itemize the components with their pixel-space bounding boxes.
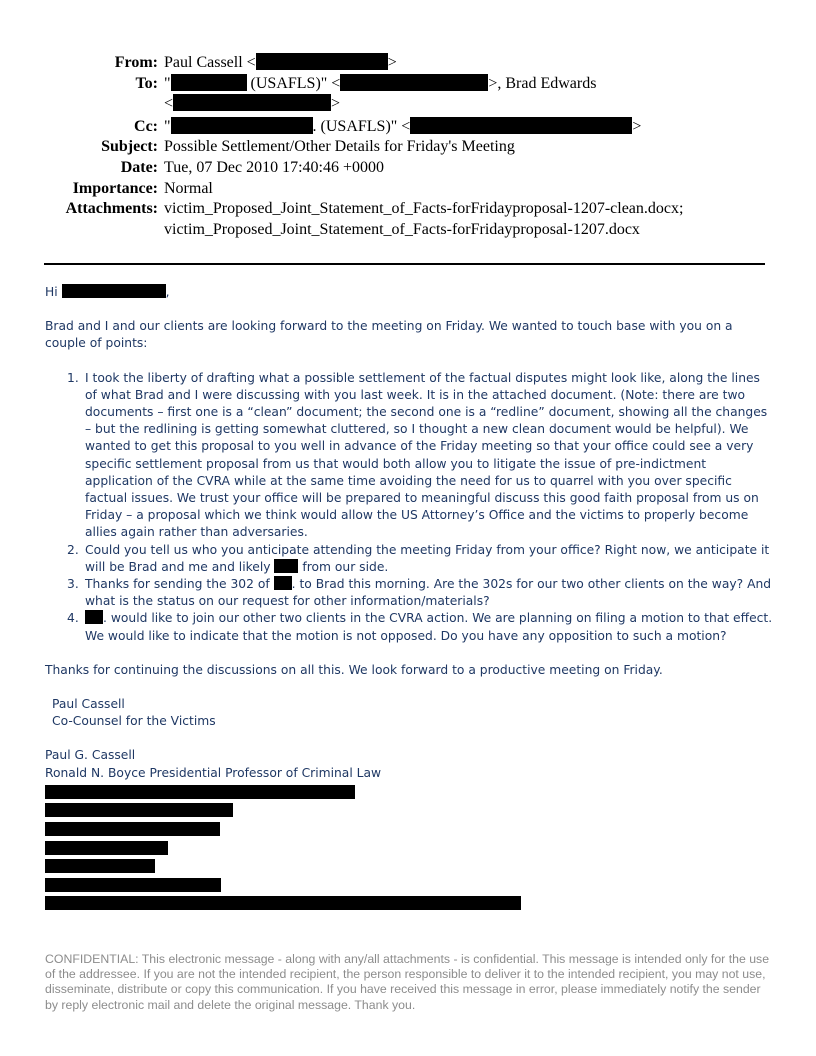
attachments-label: Attachments: — [65, 200, 158, 218]
redaction-box — [171, 74, 247, 91]
list-text: from our side. — [298, 559, 389, 574]
subject-value: Possible Settlement/Other Details for Friday's Meeting — [164, 138, 515, 156]
intro-paragraph: Brad and I and our clients are looking forward to the meeting on Friday. We wanted to touch base with you on a couple of points: — [45, 319, 733, 351]
list-text: I took the liberty of drafting what a possible settlement of the factual disputes might look like, along the lines of what Brad and I were discussing with you last week. It is in the attached document. (Note: there are two documents – first one is a “clean” document; the second one is a “redline” document, showing all the changes – but the redlining is getting somewhat cluttered, so I thought a new clean document would be helpful). We wanted to get this proposal to you well in advance of the Friday meeting so that your office could see a very specific settlement proposal from us that would both allow you to litigate the issue of pre-indictment application of the CVRA while at the same time avoiding the need for us to quarrel with you over specific factual issues. We trust your office will be prepared to meaningful discuss this good faith proposal from us on Friday – a proposal which we think would allow the US Attorney’s Office and the victims to properly become allies again rather than adversaries. — [85, 370, 768, 540]
message-body — [45, 284, 775, 915]
redaction-box — [45, 896, 521, 910]
redaction-box — [45, 822, 220, 836]
list-number: 4. — [67, 611, 79, 626]
cc-quote: " — [164, 117, 171, 135]
redaction-box — [340, 74, 488, 91]
from-end: > — [387, 54, 397, 71]
to-org: (USAFLS)" < — [246, 74, 341, 92]
importance-value: Normal — [164, 179, 213, 197]
list-text: . to Brad this morning. Are the 302s for our two other clients on the way? And what is the status on our request for other information/materials? — [85, 577, 772, 609]
signature-block — [45, 747, 775, 910]
signature-title: Ronald N. Boyce Presidential Professor of Criminal Law — [45, 765, 382, 780]
signature-role: Co-Counsel for the Victims — [52, 714, 216, 729]
cc-end: > — [632, 117, 642, 135]
signature-name: Paul Cassell — [52, 697, 125, 712]
list-number: 2. — [67, 542, 79, 557]
greeting — [45, 284, 775, 301]
list-item — [45, 610, 775, 644]
to-lt: < — [164, 95, 174, 113]
signature-short — [45, 696, 775, 730]
list-text: . would like to join our other two clients in the CVRA action. We are planning on filing a motion to that effect. We would like to indicate that the motion is not opposed. Do you have any opposition to such a motion? — [85, 611, 773, 643]
redaction-box — [410, 117, 632, 134]
points-list — [45, 370, 775, 645]
list-text: Thanks for sending the 302 of — [85, 577, 274, 592]
from-name: Paul Cassell < — [164, 54, 256, 71]
closing-paragraph: Thanks for continuing the discussions on all this. We look forward to a productive meeting on Friday. — [45, 662, 663, 677]
attachment-link[interactable]: victim_Proposed_Joint_Statement_of_Facts-forFridayproposal-1207.docx — [164, 220, 640, 238]
redaction-box — [173, 94, 331, 111]
confidentiality-notice: CONFIDENTIAL: This electronic message - along with any/all attachments - is confidential. This message is intended only for the use of the addressee. If you are not the intended recipient, the person responsible to deliver it to the intended recipient, you may not use, disseminate, distribute or copy this communication. If you have received this message in error, please immediately notify the sender by reply electronic mail and delete the original message. Thank you. — [45, 952, 770, 1012]
list-text: Could you tell us who you anticipate attending the meeting Friday from your office? Right now, we anticipate it will be Brad and me and likely — [85, 542, 770, 574]
date-label: Date: — [120, 158, 158, 176]
subject-label: Subject: — [101, 138, 158, 156]
redaction-box — [45, 841, 168, 855]
from-value — [164, 53, 397, 73]
redaction-box — [45, 878, 221, 892]
list-item — [45, 576, 775, 610]
header-divider — [44, 263, 765, 265]
list-item — [45, 542, 775, 576]
to-label: To: — [135, 74, 158, 92]
date-value: Tue, 07 Dec 2010 17:40:46 +0000 — [164, 158, 384, 176]
list-number: 1. — [67, 370, 79, 385]
to-value — [164, 74, 596, 94]
importance-label: Importance: — [72, 179, 158, 197]
attachment-link[interactable]: victim_Proposed_Joint_Statement_of_Facts-forFridayproposal-1207-clean.docx; — [164, 200, 684, 218]
list-number: 3. — [67, 577, 79, 592]
cc-value — [164, 117, 641, 137]
cc-org: . (USAFLS)" < — [312, 117, 411, 135]
to-end: > — [331, 95, 341, 113]
redaction-box — [274, 559, 298, 573]
redaction-box — [45, 785, 355, 799]
greeting-text: Hi — [45, 285, 58, 299]
redaction-box — [85, 610, 103, 624]
to-quote: " — [164, 74, 171, 92]
from-label: From: — [114, 54, 158, 71]
cc-label: Cc: — [134, 117, 158, 135]
to-mid: >, Brad Edwards — [488, 74, 597, 92]
redaction-box — [171, 117, 313, 134]
list-item — [45, 370, 775, 542]
redaction-box — [62, 284, 166, 298]
redaction-box — [256, 53, 388, 70]
redaction-box — [45, 803, 233, 817]
signature-full-name: Paul G. Cassell — [45, 748, 136, 763]
redaction-box — [274, 576, 292, 590]
redacted-contact-lines — [45, 785, 775, 911]
redaction-box — [45, 859, 155, 873]
to-value-cont — [164, 94, 340, 114]
greeting-end: , — [165, 285, 170, 299]
